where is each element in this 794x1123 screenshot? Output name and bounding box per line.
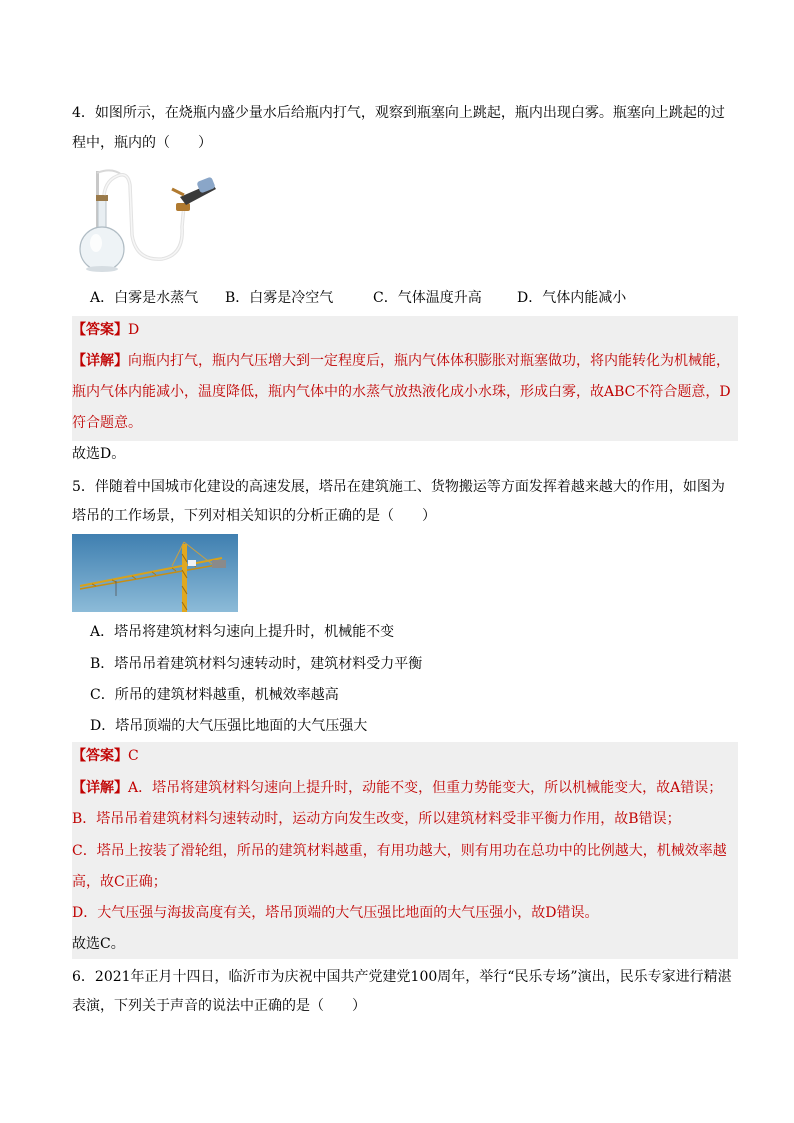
q5-stem-line-2: 塔吊的工作场景，下列对相关知识的分析正确的是（ ） xyxy=(72,508,436,524)
q5-detail-line-c1: C．塔吊上按装了滑轮组，所吊的建筑材料越重，有用功越大，则有用功在总功中的比例越大，机械效率越 xyxy=(72,843,727,859)
q4-detail-text-1: 向瓶内打气，瓶内气压增大到一定程度后，瓶内气体体积膨胀对瓶塞做功，将内能转化为机械能， xyxy=(128,353,730,369)
q5-conclusion: 故选C。 xyxy=(72,936,125,952)
q6-stem-line-1: 6．2021年正月十四日，临沂市为庆祝中国共产党建党100周年，举行“民乐专场”演出，民乐专家进行精湛 xyxy=(72,969,732,985)
q5-detail-line-b: B．塔吊吊着建筑材料匀速转动时，运动方向发生改变，所以建筑材料受非平衡力作用，故B错误； xyxy=(72,811,681,827)
q4-answer-tag: 【答案】 xyxy=(72,322,128,338)
q5-option-a: A．塔吊将建筑材料匀速向上提升时，机械能不变 xyxy=(90,624,395,640)
q5-detail-line-d: D．大气压强与海拔高度有关，塔吊顶端的大气压强比地面的大气压强小，故D错误。 xyxy=(72,905,599,921)
q5-detail-line-c2: 高，故C正确； xyxy=(72,874,167,890)
q4-detail-line-2: 瓶内气体内能减小，温度降低，瓶内气体中的水蒸气放热液化成小水珠，形成白雾，故ABC不符合题意，D xyxy=(72,384,731,400)
q4-option-a: A．白雾是水蒸气 xyxy=(90,290,199,306)
q5-option-d: D．塔吊顶端的大气压强比地面的大气压强大 xyxy=(90,718,368,734)
q4-answer-block xyxy=(72,316,738,441)
q4-option-d: D．气体内能减小 xyxy=(517,290,627,306)
q4-stem-line-2: 程中，瓶内的（ ） xyxy=(72,135,212,151)
q5-answer-tag: 【答案】 xyxy=(72,748,128,764)
q4-answer-value: D xyxy=(128,322,140,338)
q5-option-b: B．塔吊吊着建筑材料匀速转动时，建筑材料受力平衡 xyxy=(90,656,423,672)
q5-answer-line xyxy=(72,746,139,766)
q5-stem-line-1: 5．伴随着中国城市化建设的高速发展，塔吊在建筑施工、货物搬运等方面发挥着越来越大的作用，如图为 xyxy=(72,479,725,495)
q4-detail-tag: 【详解】 xyxy=(72,353,128,369)
q5-detail-text-a: A．塔吊将建筑材料匀速向上提升时，动能不变，但重力势能变大，所以机械能变大，故A错误； xyxy=(128,780,723,796)
tower-crane-figure xyxy=(72,534,238,612)
q4-detail-line-3: 符合题意。 xyxy=(72,415,142,431)
q4-answer-line xyxy=(72,320,139,340)
q6-stem-line-2: 表演，下列关于声音的说法中正确的是（ ） xyxy=(72,998,366,1014)
q5-option-c: C．所吊的建筑材料越重，机械效率越高 xyxy=(90,687,339,703)
tower-crane-image xyxy=(72,534,238,612)
q4-option-b: B．白雾是冷空气 xyxy=(225,290,334,306)
q4-option-c: C．气体温度升高 xyxy=(373,290,482,306)
q5-answer-value: C xyxy=(128,748,139,764)
flask-pump-image xyxy=(72,165,218,277)
q4-stem-line-1: 4．如图所示，在烧瓶内盛少量水后给瓶内打气，观察到瓶塞向上跳起，瓶内出现白雾。瓶塞向上跳起的过 xyxy=(72,105,725,121)
q5-answer-block xyxy=(72,742,738,959)
flask-pump-figure xyxy=(72,165,218,277)
q4-conclusion: 故选D。 xyxy=(72,446,126,462)
q4-detail-line-1 xyxy=(72,351,730,371)
q5-detail-tag: 【详解】 xyxy=(72,780,128,796)
q5-detail-line-a xyxy=(72,778,722,798)
